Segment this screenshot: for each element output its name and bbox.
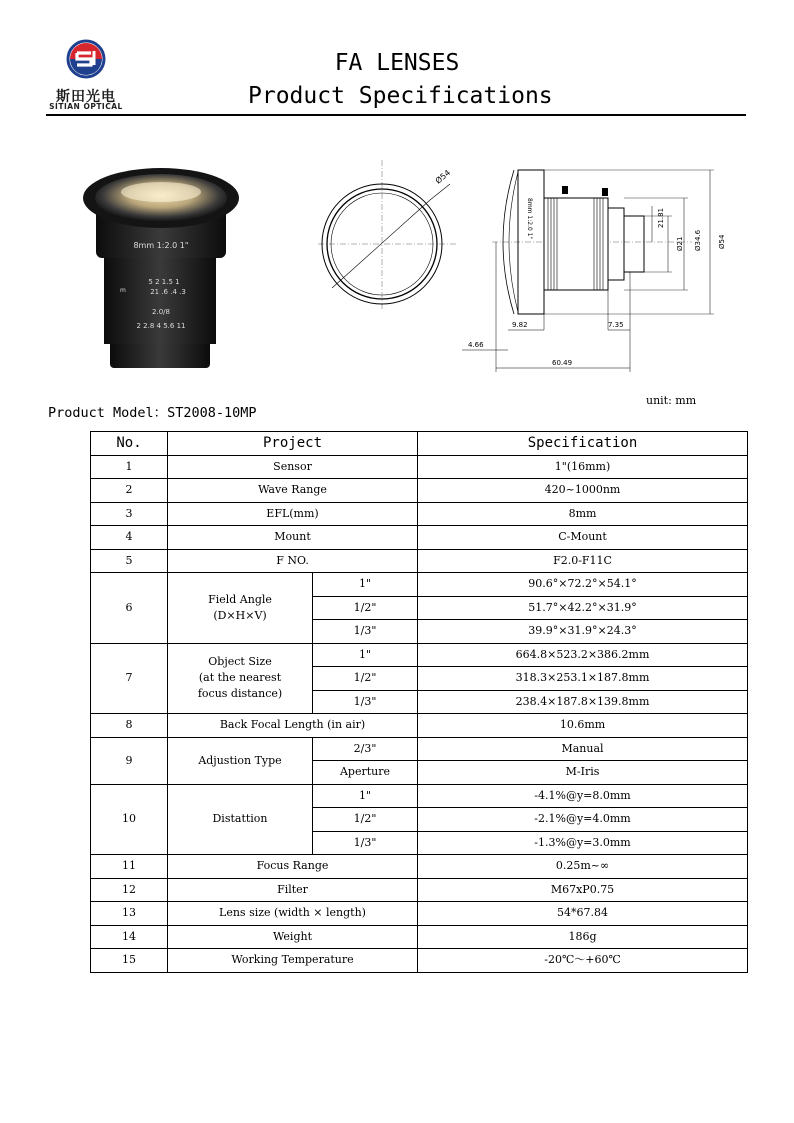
table-row [91, 784, 748, 808]
page-title-line2: Product Specifications [248, 83, 553, 109]
dim-d3: Ø34.6 [694, 229, 702, 251]
photo-iris-value: 2.0/8 [152, 308, 170, 316]
photo-barrel-text: 8mm 1:2.0 1" [133, 241, 189, 250]
row-sub-label: 1/2" [313, 596, 418, 620]
header-specification: Specification [418, 432, 748, 456]
row-project: Field Angle (D×H×V) [168, 573, 313, 644]
table-row [91, 714, 748, 738]
row-specification: 1"(16mm) [418, 455, 748, 479]
row-project: Back Focal Length (in air) [168, 714, 418, 738]
photo-focus-scale-2: 21 .6 .4 .3 [150, 288, 186, 296]
logo-chinese-name: 斯田光电 [56, 89, 116, 105]
row-sub-label: 1/2" [313, 667, 418, 691]
row-specification: 51.7°×42.2°×31.9° [418, 596, 748, 620]
dim-l2: 7.35 [608, 321, 624, 329]
row-sub-label: 1" [313, 643, 418, 667]
table-row [91, 643, 748, 667]
row-specification: 318.3×253.1×187.8mm [418, 667, 748, 691]
row-specification: 10.6mm [418, 714, 748, 738]
row-project: Filter [168, 878, 418, 902]
row-number: 1 [91, 455, 168, 479]
row-specification: F2.0-F11C [418, 549, 748, 573]
lens-photo [76, 158, 246, 380]
row-number: 10 [91, 784, 168, 855]
row-sub-label: Aperture [313, 761, 418, 785]
dim-l3: 4.66 [468, 341, 484, 349]
row-project: F NO. [168, 549, 418, 573]
table-row [91, 549, 748, 573]
table-header-row [91, 432, 748, 456]
table-row [91, 502, 748, 526]
side-barrel-label: 8mm 1:2.0 1" [526, 198, 533, 240]
row-sub-label: 1" [313, 573, 418, 597]
row-number: 2 [91, 479, 168, 503]
row-project: Focus Range [168, 855, 418, 879]
table-row [91, 925, 748, 949]
unit-note: unit: mm [646, 394, 697, 407]
table-row [91, 878, 748, 902]
dim-l4: 60.49 [552, 359, 573, 367]
row-project: Sensor [168, 455, 418, 479]
row-specification: 39.9°×31.9°×24.3° [418, 620, 748, 644]
row-specification: 54*67.84 [418, 902, 748, 926]
table-row [91, 479, 748, 503]
table-row [91, 526, 748, 550]
row-specification: Manual [418, 737, 748, 761]
row-project: Working Temperature [168, 949, 418, 973]
front-view-drawing [318, 160, 458, 310]
row-specification: -1.3%@y=3.0mm [418, 831, 748, 855]
row-specification: 420~1000nm [418, 479, 748, 503]
row-number: 4 [91, 526, 168, 550]
row-number: 12 [91, 878, 168, 902]
row-specification: 0.25m~∞ [418, 855, 748, 879]
photo-focus-scale: 5 2 1.5 1 [148, 278, 180, 286]
row-project: Mount [168, 526, 418, 550]
row-project: Distattion [168, 784, 313, 855]
row-specification: 90.6°×72.2°×54.1° [418, 573, 748, 597]
header-no: No. [91, 432, 168, 456]
row-number: 9 [91, 737, 168, 784]
row-specification: -4.1%@y=8.0mm [418, 784, 748, 808]
table-row [91, 902, 748, 926]
row-number: 15 [91, 949, 168, 973]
row-sub-label: 1/3" [313, 690, 418, 714]
photo-focus-unit: m [120, 287, 126, 294]
photo-iris-scale: 2 2.8 4 5.6 11 [136, 322, 186, 330]
row-number: 3 [91, 502, 168, 526]
dim-d4: Ø54 [718, 234, 726, 249]
row-project: Weight [168, 925, 418, 949]
dim-l1: 9.82 [512, 321, 528, 329]
dim-d2: Ø21 [676, 236, 684, 251]
side-view-drawing [462, 158, 724, 378]
spec-table [90, 431, 748, 973]
front-diameter-label: Ø54 [433, 168, 453, 186]
row-number: 14 [91, 925, 168, 949]
row-specification: 8mm [418, 502, 748, 526]
product-model: Product Model：ST2008-10MP [48, 405, 257, 421]
row-sub-label: 1/3" [313, 620, 418, 644]
table-row [91, 573, 748, 597]
row-sub-label: 1/2" [313, 808, 418, 832]
row-number: 8 [91, 714, 168, 738]
row-project: Adjustion Type [168, 737, 313, 784]
logo-english-name: SITIAN OPTICAL [49, 102, 123, 111]
row-specification: M67xP0.75 [418, 878, 748, 902]
row-project: Wave Range [168, 479, 418, 503]
table-row [91, 737, 748, 761]
row-sub-label: 1" [313, 784, 418, 808]
spec-table-body [91, 432, 748, 973]
row-specification: M-Iris [418, 761, 748, 785]
table-row [91, 455, 748, 479]
row-specification: 186g [418, 925, 748, 949]
table-row [91, 949, 748, 973]
row-number: 5 [91, 549, 168, 573]
row-project: Lens size (width × length) [168, 902, 418, 926]
page-title-line1: FA LENSES [334, 50, 460, 76]
row-specification: -20℃～+60℃ [418, 949, 748, 973]
row-sub-label: 1/3" [313, 831, 418, 855]
row-specification: -2.1%@y=4.0mm [418, 808, 748, 832]
row-number: 11 [91, 855, 168, 879]
row-project: EFL(mm) [168, 502, 418, 526]
row-specification: 238.4×187.8×139.8mm [418, 690, 748, 714]
row-number: 7 [91, 643, 168, 714]
header-project: Project [168, 432, 418, 456]
row-number: 13 [91, 902, 168, 926]
row-project: Object Size (at the nearest focus distance) [168, 643, 313, 714]
row-sub-label: 2/3" [313, 737, 418, 761]
row-specification: 664.8×523.2×386.2mm [418, 643, 748, 667]
row-specification: C-Mount [418, 526, 748, 550]
header-divider [46, 114, 746, 116]
table-row [91, 855, 748, 879]
row-number: 6 [91, 573, 168, 644]
dim-d1: 21.81 [657, 207, 665, 228]
